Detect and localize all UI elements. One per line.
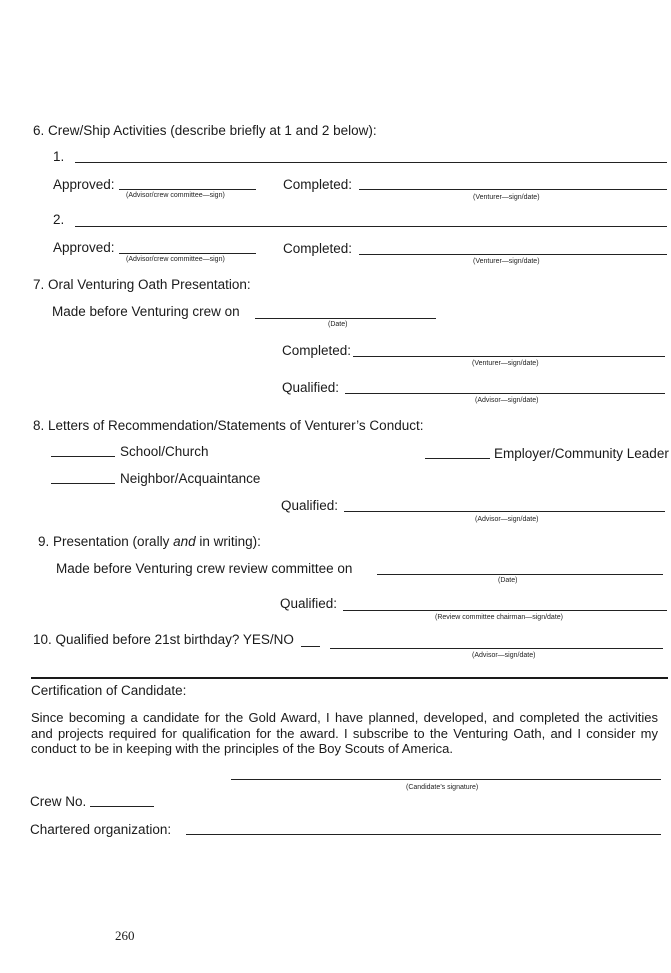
section-10-heading: 10. Qualified before 21st birthday? YES/NO — [33, 632, 294, 647]
school-church-label: School/Church — [120, 444, 209, 459]
oath-qualified-line[interactable] — [345, 393, 665, 394]
section-7-heading: 7. Oral Venturing Oath Presentation: — [33, 277, 251, 292]
oath-qualified-caption: (Advisor—sign/date) — [475, 397, 539, 404]
oath-completed-caption: (Venturer—sign/date) — [472, 360, 539, 367]
presentation-qualified-line[interactable] — [343, 610, 667, 611]
activity-2-completed-label: Completed: — [283, 241, 353, 256]
yes-no-answer-line[interactable] — [301, 646, 320, 647]
section-6-heading: 6. Crew/Ship Activities (describe briefly at 1 and 2 below): — [33, 123, 377, 138]
neighbor-line[interactable] — [51, 483, 115, 484]
activity-1-line[interactable] — [75, 162, 667, 163]
activity-1-completed-line[interactable] — [359, 189, 667, 190]
section-9-heading: 9. Presentation (orally and in writing): — [38, 534, 261, 549]
oath-completed-label: Completed: — [282, 343, 352, 358]
page-number: 260 — [115, 928, 135, 943]
activity-1-approved-caption: (Advisor/crew committee—sign) — [126, 192, 225, 199]
activity-1-approved-line[interactable] — [119, 189, 256, 190]
activity-1-completed-caption: (Venturer—sign/date) — [473, 194, 540, 201]
activity-1-completed-label: Completed: — [283, 177, 353, 192]
employer-line[interactable] — [425, 458, 490, 459]
activity-2-approved-caption: (Advisor/crew committee—sign) — [126, 256, 225, 263]
letters-qualified-line[interactable] — [344, 511, 665, 512]
oath-made-before-label: Made before Venturing crew on — [52, 304, 240, 319]
letters-qualified-caption: (Advisor—sign/date) — [475, 516, 539, 523]
activity-2-approved-line[interactable] — [119, 253, 256, 254]
activity-2-number: 2. — [53, 212, 65, 227]
chartered-organization-label: Chartered organization: — [30, 822, 172, 837]
candidate-signature-caption: (Candidate’s signature) — [406, 784, 479, 791]
birthday-advisor-caption: (Advisor—sign/date) — [472, 652, 536, 659]
crew-number-label: Crew No. — [30, 794, 87, 809]
oath-date-caption: (Date) — [328, 321, 348, 328]
birthday-advisor-line[interactable] — [330, 648, 663, 649]
presentation-qualified-label: Qualified: — [280, 596, 338, 611]
neighbor-label: Neighbor/Acquaintance — [120, 471, 261, 486]
activity-2-completed-caption: (Venturer—sign/date) — [473, 258, 540, 265]
letters-qualified-label: Qualified: — [281, 498, 339, 513]
employer-label: Employer/Community Leader — [494, 446, 669, 461]
oath-date-line[interactable] — [255, 318, 436, 319]
oath-completed-line[interactable] — [353, 356, 665, 357]
activity-1-number: 1. — [53, 149, 65, 164]
activity-2-line[interactable] — [75, 226, 667, 227]
school-church-line[interactable] — [51, 456, 115, 457]
candidate-signature-line[interactable] — [231, 779, 661, 780]
presentation-date-line[interactable] — [377, 574, 663, 575]
presentation-qualified-caption: (Review committee chairman—sign/date) — [435, 614, 563, 621]
section-divider — [31, 677, 668, 679]
certification-paragraph: Since becoming a candidate for the Gold Award, I have planned, developed, and completed the activities and projects required for qualification for the award. I subscribe to the Venturing Oath, and I consider my conduct to be in keeping with the principles of the Boy Scouts of America. — [31, 710, 658, 756]
presentation-date-caption: (Date) — [498, 577, 518, 584]
activity-2-completed-line[interactable] — [359, 254, 667, 255]
certification-heading: Certification of Candidate: — [31, 683, 187, 698]
presentation-made-before-label: Made before Venturing crew review committee on — [56, 561, 353, 576]
oath-qualified-label: Qualified: — [282, 380, 340, 395]
crew-number-line[interactable] — [90, 806, 154, 807]
activity-2-approved-label: Approved: — [53, 240, 115, 255]
activity-1-approved-label: Approved: — [53, 177, 115, 192]
section-8-heading: 8. Letters of Recommendation/Statements of Venturer’s Conduct: — [33, 418, 424, 433]
chartered-organization-line[interactable] — [186, 834, 661, 835]
